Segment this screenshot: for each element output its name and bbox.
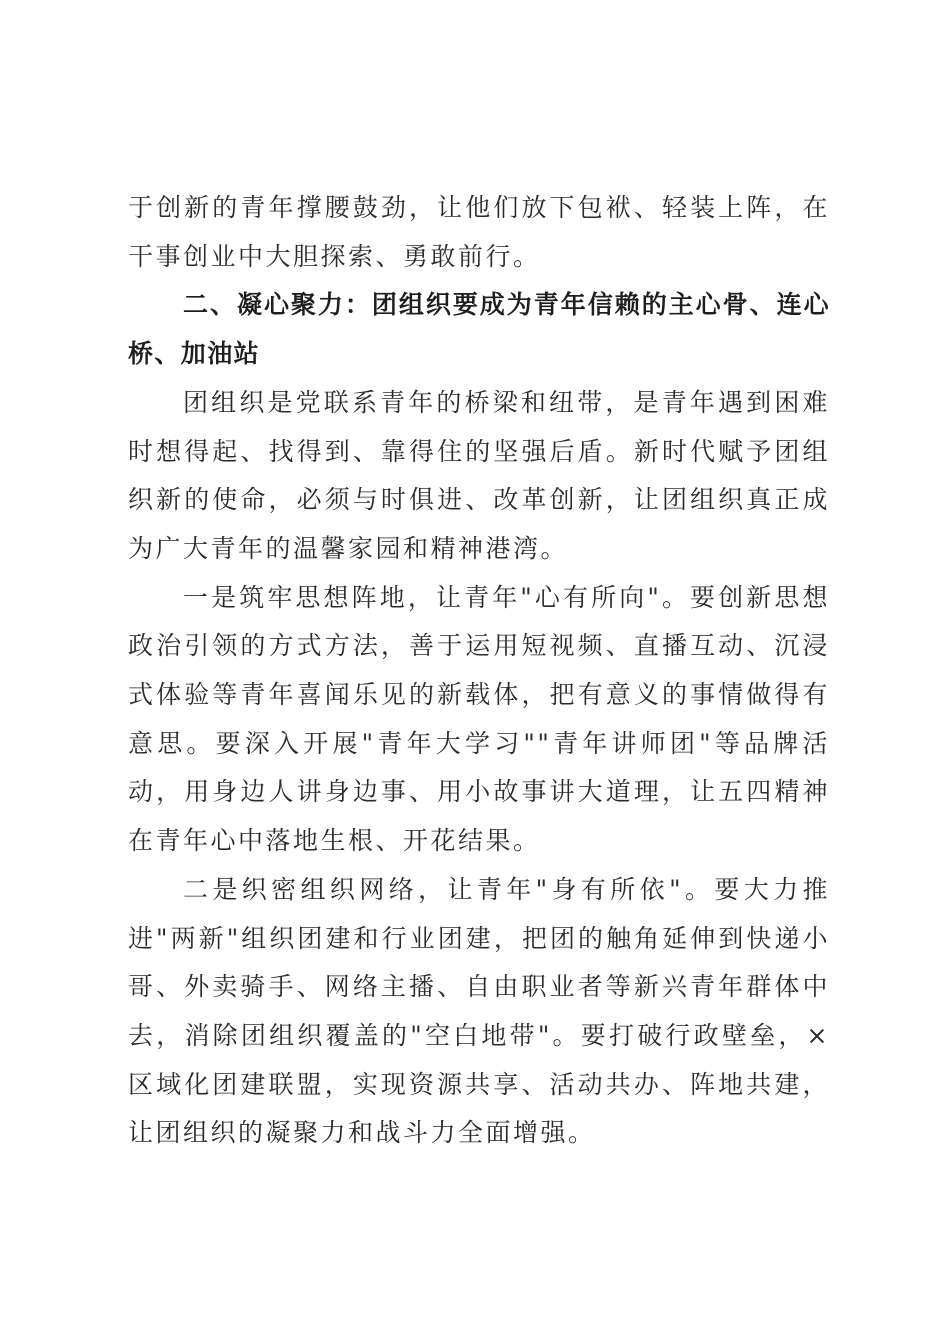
paragraph-continuation: 于创新的青年撑腰鼓劲，让他们放下包袱、轻装上阵，在干事创业中大胆探索、勇敢前行。: [128, 193, 830, 271]
paragraph-point-one: 一是筑牢思想阵地，让青年"心有所向"。要创新思想政治引领的方式方法，善于运用短视频、直播互动、沉浸式体验等青年喜闻乐见的新载体，把有意义的事情做得有意思。要深入开展"青年大学习""青年讲师团"等品牌活动，用身边人讲身边事、用小故事讲大道理，让五四精神在青年心中落地生根、开花结果。: [128, 582, 830, 856]
paragraph-point-two: 二是织密组织网络，让青年"身有所依"。要大力推进"两新"组织团建和行业团建，把团的触角延伸到快递小哥、外卖骑手、网络主播、自由职业者等新兴青年群体中去，消除团组织覆盖的"空白地带"。要打破行政壁垒，×区域化团建联盟，实现资源共享、活动共办、阵地共建，让团组织的凝聚力和战斗力全面增强。: [128, 874, 830, 1148]
section-heading: 二、凝心聚力：团组织要成为青年信赖的主心骨、连心桥、加油站: [128, 290, 830, 369]
document-body: [128, 184, 830, 1158]
paragraph-intro: 团组织是党联系青年的桥梁和纽带，是青年遇到困难时想得起、找得到、靠得住的坚强后盾。新时代赋予团组织新的使命，必须与时俱进、改革创新，让团组织真正成为广大青年的温馨家园和精神港湾。: [128, 387, 830, 563]
